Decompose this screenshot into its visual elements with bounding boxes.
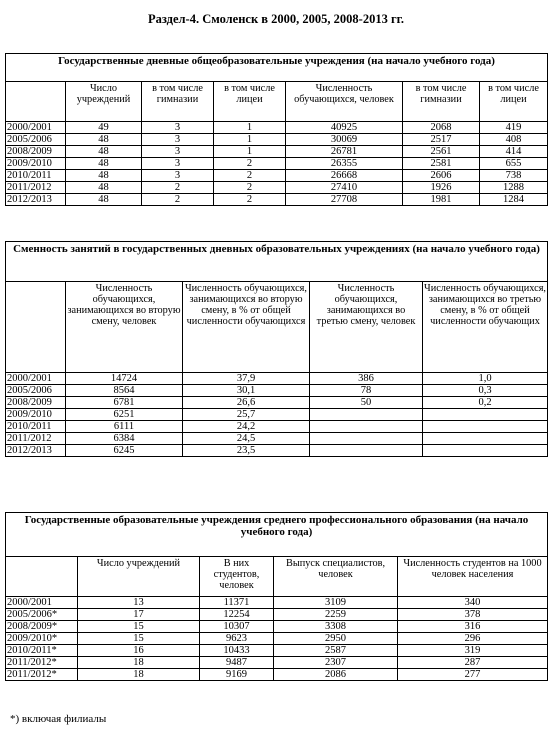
table-cell: 16 bbox=[78, 645, 200, 657]
footnote: *) включая филиалы bbox=[10, 713, 107, 725]
table-cell: 18 bbox=[78, 657, 200, 669]
table-cell: 3 bbox=[142, 146, 214, 158]
row-label: 2011/2012 bbox=[6, 182, 66, 194]
table-cell bbox=[423, 445, 548, 457]
column-header: в том числе лицеи bbox=[214, 82, 286, 122]
table-cell: 15 bbox=[78, 633, 200, 645]
column-header: Численность обучающихся, занимающихся во третью смену, человек bbox=[310, 282, 423, 373]
table-cell: 26668 bbox=[286, 170, 403, 182]
table-cell: 11371 bbox=[200, 597, 274, 609]
table-cell: 27708 bbox=[286, 194, 403, 206]
table-cell: 2561 bbox=[403, 146, 480, 158]
table-cell: 10307 bbox=[200, 621, 274, 633]
table-cell: 3 bbox=[142, 170, 214, 182]
row-label: 2008/2009 bbox=[6, 146, 66, 158]
table-cell: 2 bbox=[214, 182, 286, 194]
column-header: Численность обучающихся, занимающихся во третью смену, в % от общей численности обучающих bbox=[423, 282, 548, 373]
table-cell: 386 bbox=[310, 373, 423, 385]
table-cell: 1926 bbox=[403, 182, 480, 194]
table-cell: 6245 bbox=[66, 445, 183, 457]
table-cell: 15 bbox=[78, 621, 200, 633]
table-cell: 6781 bbox=[66, 397, 183, 409]
table-cell: 2517 bbox=[403, 134, 480, 146]
table-cell: 50 bbox=[310, 397, 423, 409]
table-cell: 2 bbox=[214, 170, 286, 182]
table-cell bbox=[310, 409, 423, 421]
table-row bbox=[6, 194, 548, 206]
column-header: Число учреждений bbox=[78, 557, 200, 597]
table-cell: 414 bbox=[480, 146, 548, 158]
column-header: Численность обучающихся, занимающихся во вторую смену, человек bbox=[66, 282, 183, 373]
table-cell: 78 bbox=[310, 385, 423, 397]
row-label: 2000/2001 bbox=[6, 597, 78, 609]
table-cell: 1,0 bbox=[423, 373, 548, 385]
table-cell: 2068 bbox=[403, 122, 480, 134]
column-header: в том числе гимназии bbox=[403, 82, 480, 122]
table-row bbox=[6, 385, 548, 397]
table-cell bbox=[423, 433, 548, 445]
table-cell: 9169 bbox=[200, 669, 274, 681]
table-cell bbox=[310, 421, 423, 433]
table-cell: 23,5 bbox=[183, 445, 310, 457]
table-cell: 2587 bbox=[274, 645, 398, 657]
table-cell: 26781 bbox=[286, 146, 403, 158]
column-header: Численность обучающихся, человек bbox=[286, 82, 403, 122]
row-label: 2005/2006 bbox=[6, 134, 66, 146]
column-header bbox=[6, 82, 66, 122]
table-row bbox=[6, 182, 548, 194]
table-cell: 9623 bbox=[200, 633, 274, 645]
column-header bbox=[6, 557, 78, 597]
table-cell: 48 bbox=[66, 170, 142, 182]
table-row bbox=[6, 621, 548, 633]
table-row bbox=[6, 421, 548, 433]
table-cell: 27410 bbox=[286, 182, 403, 194]
row-label: 2011/2012* bbox=[6, 669, 78, 681]
row-label: 2008/2009 bbox=[6, 397, 66, 409]
table-cell: 9487 bbox=[200, 657, 274, 669]
table-cell: 655 bbox=[480, 158, 548, 170]
column-header: Число учреждений bbox=[66, 82, 142, 122]
row-label: 2010/2011 bbox=[6, 421, 66, 433]
table-cell: 1 bbox=[214, 122, 286, 134]
table-cell: 2 bbox=[214, 194, 286, 206]
table-cell: 25,7 bbox=[183, 409, 310, 421]
shift-schedule-table bbox=[5, 241, 548, 457]
table-row bbox=[6, 445, 548, 457]
table-cell: 2 bbox=[214, 158, 286, 170]
table-cell: 3 bbox=[142, 134, 214, 146]
table-cell: 37,9 bbox=[183, 373, 310, 385]
table-cell: 6251 bbox=[66, 409, 183, 421]
table-cell: 48 bbox=[66, 146, 142, 158]
header-row bbox=[6, 282, 548, 373]
table-cell: 340 bbox=[398, 597, 548, 609]
column-header: Выпуск специалистов, человек bbox=[274, 557, 398, 597]
row-label: 2008/2009* bbox=[6, 621, 78, 633]
table-cell: 419 bbox=[480, 122, 548, 134]
table-cell: 1 bbox=[214, 146, 286, 158]
table-cell: 30,1 bbox=[183, 385, 310, 397]
table-cell: 6384 bbox=[66, 433, 183, 445]
table-row bbox=[6, 170, 548, 182]
column-header: Численность обучающихся, занимающихся во вторую смену, в % от общей численности обучающихся bbox=[183, 282, 310, 373]
table-row bbox=[6, 122, 548, 134]
table-cell: 2259 bbox=[274, 609, 398, 621]
row-label: 2009/2010 bbox=[6, 409, 66, 421]
header-row bbox=[6, 82, 548, 122]
table-cell: 24,5 bbox=[183, 433, 310, 445]
table-cell: 13 bbox=[78, 597, 200, 609]
column-header: В них студентов, человек bbox=[200, 557, 274, 597]
table-row bbox=[6, 657, 548, 669]
table-cell: 2950 bbox=[274, 633, 398, 645]
row-label: 2011/2012* bbox=[6, 657, 78, 669]
row-label: 2000/2001 bbox=[6, 373, 66, 385]
table-cell: 738 bbox=[480, 170, 548, 182]
table-cell bbox=[423, 421, 548, 433]
table-cell: 8564 bbox=[66, 385, 183, 397]
table-cell: 3308 bbox=[274, 621, 398, 633]
table-row bbox=[6, 146, 548, 158]
table-cell: 49 bbox=[66, 122, 142, 134]
table-row bbox=[6, 645, 548, 657]
table-cell: 14724 bbox=[66, 373, 183, 385]
table-row bbox=[6, 134, 548, 146]
table-cell bbox=[310, 433, 423, 445]
table-caption: Государственные дневные общеобразовательные учреждения (на начало учебного года) bbox=[6, 54, 548, 82]
row-label: 2010/2011* bbox=[6, 645, 78, 657]
table-cell: 319 bbox=[398, 645, 548, 657]
table-row bbox=[6, 669, 548, 681]
row-label: 2005/2006* bbox=[6, 609, 78, 621]
table-cell: 1981 bbox=[403, 194, 480, 206]
table-cell: 48 bbox=[66, 182, 142, 194]
row-label: 2012/2013 bbox=[6, 445, 66, 457]
table-row bbox=[6, 373, 548, 385]
row-label: 2011/2012 bbox=[6, 433, 66, 445]
table-row bbox=[6, 409, 548, 421]
table-cell: 10433 bbox=[200, 645, 274, 657]
table-cell: 3 bbox=[142, 158, 214, 170]
column-header: Численность студентов на 1000 человек населения bbox=[398, 557, 548, 597]
table-cell: 2606 bbox=[403, 170, 480, 182]
table-cell: 26,6 bbox=[183, 397, 310, 409]
table-cell: 408 bbox=[480, 134, 548, 146]
table-cell bbox=[423, 409, 548, 421]
table-cell: 12254 bbox=[200, 609, 274, 621]
table-cell: 296 bbox=[398, 633, 548, 645]
column-header bbox=[6, 282, 66, 373]
row-label: 2009/2010 bbox=[6, 158, 66, 170]
table-cell bbox=[310, 445, 423, 457]
table-row bbox=[6, 597, 548, 609]
table-row bbox=[6, 433, 548, 445]
table-cell: 1 bbox=[214, 134, 286, 146]
table-cell: 3 bbox=[142, 122, 214, 134]
table-cell: 48 bbox=[66, 158, 142, 170]
table-cell: 1284 bbox=[480, 194, 548, 206]
table-cell: 6111 bbox=[66, 421, 183, 433]
table-cell: 316 bbox=[398, 621, 548, 633]
table-cell: 378 bbox=[398, 609, 548, 621]
table-row bbox=[6, 633, 548, 645]
row-label: 2000/2001 bbox=[6, 122, 66, 134]
row-label: 2010/2011 bbox=[6, 170, 66, 182]
table-cell: 2581 bbox=[403, 158, 480, 170]
table-cell: 2307 bbox=[274, 657, 398, 669]
row-label: 2012/2013 bbox=[6, 194, 66, 206]
table-cell: 0,3 bbox=[423, 385, 548, 397]
page-title: Раздел-4. Смоленск в 2000, 2005, 2008-2013 гг. bbox=[147, 12, 405, 26]
table-cell: 18 bbox=[78, 669, 200, 681]
table-cell: 3109 bbox=[274, 597, 398, 609]
header-row bbox=[6, 557, 548, 597]
table-cell: 2 bbox=[142, 182, 214, 194]
table-caption: Сменность занятий в государственных дневных образовательных учреждениях (на начало учебного года) bbox=[6, 242, 548, 282]
row-label: 2009/2010* bbox=[6, 633, 78, 645]
column-header: в том числе лицеи bbox=[480, 82, 548, 122]
table-cell: 1288 bbox=[480, 182, 548, 194]
table-cell: 0,2 bbox=[423, 397, 548, 409]
table-cell: 48 bbox=[66, 134, 142, 146]
table-cell: 2086 bbox=[274, 669, 398, 681]
table-row bbox=[6, 397, 548, 409]
table-cell: 287 bbox=[398, 657, 548, 669]
column-header: в том числе гимназии bbox=[142, 82, 214, 122]
general-education-table bbox=[5, 53, 548, 206]
table-cell: 24,2 bbox=[183, 421, 310, 433]
table-cell: 48 bbox=[66, 194, 142, 206]
table-cell: 17 bbox=[78, 609, 200, 621]
table-cell: 40925 bbox=[286, 122, 403, 134]
table-cell: 277 bbox=[398, 669, 548, 681]
table-row bbox=[6, 158, 548, 170]
table-caption: Государственные образовательные учреждения среднего профессионального образования (на начало учебного года) bbox=[6, 513, 548, 557]
table-cell: 26355 bbox=[286, 158, 403, 170]
table-cell: 2 bbox=[142, 194, 214, 206]
table-row bbox=[6, 609, 548, 621]
row-label: 2005/2006 bbox=[6, 385, 66, 397]
table-cell: 30069 bbox=[286, 134, 403, 146]
vocational-education-table bbox=[5, 512, 548, 681]
